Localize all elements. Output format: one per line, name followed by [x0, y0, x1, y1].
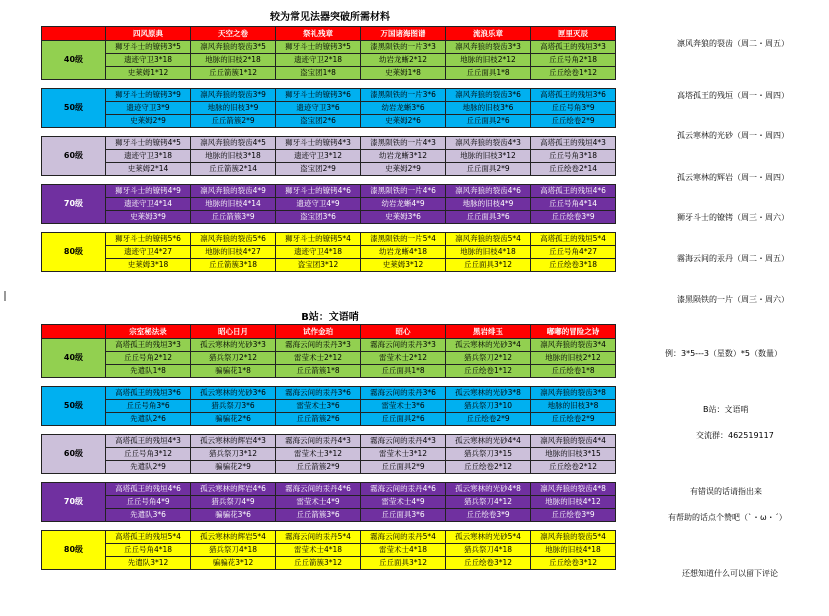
table-row: [42, 339, 616, 352]
material-cell: 地脉的旧枝3*15: [531, 448, 616, 461]
level-label: 40级: [42, 41, 106, 80]
spacer-row: [42, 80, 616, 89]
material-cell: 盗宝团1*8: [276, 67, 361, 80]
material-cell: 孤云寒林的光砂5*4: [446, 531, 531, 544]
table-row: [42, 483, 616, 496]
material-cell: 丘丘面具1*8: [446, 67, 531, 80]
material-cell: 丘丘面具2*6: [446, 115, 531, 128]
material-cell: 丘丘箭簇2*9: [191, 115, 276, 128]
top-title: 较为常见法器突破所需材料: [270, 12, 390, 23]
material-cell: 遗迹守卫3*18: [106, 150, 191, 163]
material-cell: 孤云寒林的光砂3*8: [446, 387, 531, 400]
material-cell: 高塔孤王的残垣3*3: [106, 339, 191, 352]
material-cell: 高塔孤王的残垣4*6: [106, 483, 191, 496]
spacer-row: [42, 378, 616, 387]
material-cell: 丘丘箭簇2*14: [191, 163, 276, 176]
material-cell: 猎兵祭刀3*12: [191, 448, 276, 461]
material-cell: 高塔孤王的残垣5*4: [531, 233, 616, 246]
material-cell: 丘丘绘卷1*12: [446, 365, 531, 378]
material-cell: 霧海云间的汞丹3*6: [276, 387, 361, 400]
material-cell: 地脉的旧枝4*12: [531, 496, 616, 509]
material-cell: 漆黑陨铁的一片3*3: [361, 41, 446, 54]
material-cell: 丘丘绘卷3*9: [446, 509, 531, 522]
header-blank: [42, 27, 106, 41]
material-cell: 地脉的旧枝2*12: [531, 352, 616, 365]
material-cell: 丘丘号角3*12: [106, 448, 191, 461]
table-row: [42, 233, 616, 246]
table-row: [42, 185, 616, 198]
material-table-top: [41, 26, 616, 272]
material-cell: 雷莹术士2*12: [361, 352, 446, 365]
material-cell: 狮牙斗士的镣铐3*6: [276, 89, 361, 102]
material-cell: 丘丘绘卷1*12: [531, 67, 616, 80]
material-cell: 雷莹术士3*6: [276, 400, 361, 413]
material-cell: 丘丘箭簇1*12: [191, 67, 276, 80]
table-row: [42, 115, 616, 128]
material-cell: 凛风奔狼的裂齿4*8: [531, 483, 616, 496]
side-note: 霧海云间的汞丹（周二・周五）: [677, 254, 789, 263]
weapon-header: 宗室秘法录: [106, 325, 191, 339]
material-cell: 丘丘绘卷2*14: [531, 163, 616, 176]
material-cell: 地脉的旧枝3*12: [446, 150, 531, 163]
material-cell: 丘丘绘卷2*9: [531, 115, 616, 128]
material-cell: 地脉的旧枝3*6: [446, 102, 531, 115]
material-cell: 凛风奔狼的裂齿5*4: [531, 531, 616, 544]
material-cell: 漆黑陨铁的一片4*6: [361, 185, 446, 198]
spacer-row: [42, 224, 616, 233]
table-row: [42, 461, 616, 474]
material-cell: 盗宝团3*6: [276, 211, 361, 224]
spacer-row: [42, 426, 616, 435]
material-cell: 遗迹守卫2*18: [276, 54, 361, 67]
material-cell: 霧海云间的汞丹5*4: [276, 531, 361, 544]
material-cell: 史莱姆2*6: [361, 115, 446, 128]
table-row: [42, 163, 616, 176]
material-cell: 地脉的旧枝4*18: [446, 246, 531, 259]
material-cell: 凛风奔狼的裂齿3*3: [446, 41, 531, 54]
material-cell: 丘丘绘卷1*8: [531, 365, 616, 378]
material-cell: 先遣队3*6: [106, 509, 191, 522]
material-cell: 高塔孤王的残垣3*6: [106, 387, 191, 400]
table-row: [42, 509, 616, 522]
material-cell: 狮牙斗士的镣铐5*4: [276, 233, 361, 246]
weapon-header: 试作金珀: [276, 325, 361, 339]
table-row: [42, 365, 616, 378]
material-cell: 孤云寒林的辉岩4*6: [191, 483, 276, 496]
material-cell: 遗迹守卫4*9: [276, 198, 361, 211]
material-cell: 丘丘绘卷2*9: [446, 413, 531, 426]
material-cell: 凛风奔狼的裂齿4*3: [446, 137, 531, 150]
material-cell: 漆黑陨铁的一片5*4: [361, 233, 446, 246]
table-row: [42, 557, 616, 570]
weapon-header: 四风原典: [106, 27, 191, 41]
table-row: [42, 387, 616, 400]
material-cell: 狮牙斗士的镣铐5*6: [106, 233, 191, 246]
material-cell: 史莱姆2*14: [106, 163, 191, 176]
level-label: 50级: [42, 89, 106, 128]
material-cell: 丘丘号角3*6: [106, 400, 191, 413]
material-cell: 史莱姆2*9: [106, 115, 191, 128]
material-cell: 丘丘箭簇3*18: [191, 259, 276, 272]
material-cell: 猎兵祭刀3*15: [446, 448, 531, 461]
weapon-header: 万国诸海图谱: [361, 27, 446, 41]
table-row: [42, 259, 616, 272]
level-label: 60级: [42, 435, 106, 474]
material-cell: 高塔孤王的残垣4*3: [106, 435, 191, 448]
material-cell: 霧海云间的汞丹4*6: [276, 483, 361, 496]
weapon-header: 祭礼残章: [276, 27, 361, 41]
material-cell: 孤云寒林的光砂3*4: [446, 339, 531, 352]
material-cell: 丘丘面具3*6: [446, 211, 531, 224]
table-row: [42, 150, 616, 163]
material-cell: 漆黑陨铁的一片3*6: [361, 89, 446, 102]
weapon-header: 黑岩绯玉: [446, 325, 531, 339]
material-cell: 高塔孤王的残垣4*3: [531, 137, 616, 150]
table-row: [42, 102, 616, 115]
material-cell: 雷莹术士3*12: [361, 448, 446, 461]
material-cell: 丘丘号角4*9: [106, 496, 191, 509]
material-cell: 孤云寒林的光砂4*8: [446, 483, 531, 496]
table-row: [42, 531, 616, 544]
material-cell: 高塔孤王的残垣5*4: [106, 531, 191, 544]
material-cell: 雷莹术士3*6: [361, 400, 446, 413]
weapon-header: 匣里灭辰: [531, 27, 616, 41]
material-cell: 幼岩龙蜥4*9: [361, 198, 446, 211]
material-cell: 地脉的旧枝3*8: [531, 400, 616, 413]
material-cell: 丘丘号角4*27: [531, 246, 616, 259]
header-row: [42, 325, 616, 339]
material-cell: 丘丘箭簇2*6: [276, 413, 361, 426]
header-blank: [42, 325, 106, 339]
material-cell: 丘丘箭簇1*8: [276, 365, 361, 378]
material-cell: 凛风奔狼的裂齿3*5: [191, 41, 276, 54]
material-cell: 霧海云间的汞丹4*6: [361, 483, 446, 496]
material-cell: 丘丘箭簇3*6: [276, 509, 361, 522]
level-label: 80级: [42, 233, 106, 272]
material-cell: 丘丘面具1*8: [361, 365, 446, 378]
material-cell: 骗骗花3*12: [191, 557, 276, 570]
material-cell: 史莱姆1*8: [361, 67, 446, 80]
table-row: [42, 400, 616, 413]
level-label: 80级: [42, 531, 106, 570]
material-cell: 遗迹守卫3*12: [276, 150, 361, 163]
material-cell: 凛风奔狼的裂齿3*6: [446, 89, 531, 102]
material-table-bottom: [41, 324, 616, 570]
material-cell: 幼岩龙蜥3*12: [361, 150, 446, 163]
table-row: [42, 352, 616, 365]
scroll-mark: [4, 291, 6, 301]
material-cell: 狮牙斗士的镣铐4*5: [106, 137, 191, 150]
material-cell: 猎兵祭刀2*12: [446, 352, 531, 365]
table-row: [42, 435, 616, 448]
material-cell: 盗宝团3*12: [276, 259, 361, 272]
spacer-row: [42, 522, 616, 531]
material-cell: 雷莹术士4*9: [361, 496, 446, 509]
material-cell: 丘丘绘卷2*12: [446, 461, 531, 474]
material-cell: 史莱姆1*12: [106, 67, 191, 80]
spacer-row: [42, 176, 616, 185]
material-cell: 史莱姆3*18: [106, 259, 191, 272]
table-row: [42, 41, 616, 54]
side-note: 有错误的话请指出来: [690, 487, 762, 496]
spacer-row: [42, 128, 616, 137]
material-cell: 丘丘箭簇3*12: [276, 557, 361, 570]
material-cell: 雷莹术士2*12: [276, 352, 361, 365]
material-cell: 孤云寒林的光砂3*6: [191, 387, 276, 400]
mid-title: B站：文语哨: [301, 312, 359, 323]
material-cell: 凛风奔狼的裂齿4*5: [191, 137, 276, 150]
material-cell: 雷莹术士4*18: [361, 544, 446, 557]
material-cell: 地脉的旧枝3*18: [191, 150, 276, 163]
material-cell: 幼岩龙蜥2*12: [361, 54, 446, 67]
material-cell: 地脉的旧枝2*18: [191, 54, 276, 67]
material-cell: 地脉的旧枝4*27: [191, 246, 276, 259]
table-row: [42, 89, 616, 102]
material-cell: 猎兵祭刀4*12: [446, 496, 531, 509]
material-cell: 幼岩龙蜥3*6: [361, 102, 446, 115]
material-cell: 骗骗花2*6: [191, 413, 276, 426]
table-row: [42, 246, 616, 259]
material-cell: 猎兵祭刀3*10: [446, 400, 531, 413]
material-cell: 地脉的旧枝4*18: [531, 544, 616, 557]
material-cell: 丘丘绘卷3*12: [531, 557, 616, 570]
material-cell: 丘丘绘卷3*12: [446, 557, 531, 570]
material-cell: 丘丘绘卷3*18: [531, 259, 616, 272]
material-cell: 丘丘面具3*12: [446, 259, 531, 272]
material-cell: 霧海云间的汞丹4*3: [276, 435, 361, 448]
material-cell: 漆黑陨铁的一片4*3: [361, 137, 446, 150]
material-cell: 凛风奔狼的裂齿5*6: [191, 233, 276, 246]
material-cell: 高塔孤王的残垣4*6: [531, 185, 616, 198]
material-cell: 孤云寒林的辉岩5*4: [191, 531, 276, 544]
material-cell: 遗迹守卫3*18: [106, 54, 191, 67]
material-cell: 狮牙斗士的镣铐3*9: [106, 89, 191, 102]
weapon-header: 昭心日月: [191, 325, 276, 339]
material-cell: 丘丘号角2*12: [106, 352, 191, 365]
level-label: 70级: [42, 185, 106, 224]
weapon-header: 天空之卷: [191, 27, 276, 41]
table-row: [42, 496, 616, 509]
table-row: [42, 448, 616, 461]
side-note: 狮牙斗士的镣铐（周三・周六）: [677, 213, 789, 222]
material-cell: 丘丘绘卷2*12: [531, 461, 616, 474]
material-cell: 遗迹守卫3*6: [276, 102, 361, 115]
material-cell: 史莱姆3*9: [106, 211, 191, 224]
material-cell: 猎兵祭刀4*18: [191, 544, 276, 557]
material-cell: 盗宝团2*9: [276, 163, 361, 176]
material-cell: 先遣队2*6: [106, 413, 191, 426]
material-cell: 猎兵祭刀4*18: [446, 544, 531, 557]
material-cell: 先遣队2*9: [106, 461, 191, 474]
material-cell: 凛风奔狼的裂齿4*6: [446, 185, 531, 198]
material-cell: 雷莹术士4*18: [276, 544, 361, 557]
material-cell: 狮牙斗士的镣铐3*5: [106, 41, 191, 54]
material-cell: 狮牙斗士的镣铐3*5: [276, 41, 361, 54]
material-cell: 地脉的旧枝4*14: [191, 198, 276, 211]
material-cell: 史莱姆2*9: [361, 163, 446, 176]
material-cell: 狮牙斗士的镣铐4*3: [276, 137, 361, 150]
material-cell: 丘丘面具2*9: [361, 461, 446, 474]
material-cell: 凛风奔狼的裂齿3*4: [531, 339, 616, 352]
material-cell: 丘丘箭簇3*9: [191, 211, 276, 224]
material-cell: 丘丘绘卷3*9: [531, 211, 616, 224]
material-cell: 幼岩龙蜥4*18: [361, 246, 446, 259]
level-label: 40级: [42, 339, 106, 378]
material-cell: 高塔孤王的残垣3*3: [531, 41, 616, 54]
side-note: 还想知道什么可以留下评论: [682, 569, 778, 578]
material-cell: 雷莹术士3*12: [276, 448, 361, 461]
material-cell: 凛风奔狼的裂齿3*9: [191, 89, 276, 102]
table-row: [42, 54, 616, 67]
material-cell: 霧海云间的汞丹3*6: [361, 387, 446, 400]
material-cell: 丘丘号角4*18: [106, 544, 191, 557]
side-note: 例：3*5---3（星数）*5（数量）: [665, 349, 783, 358]
material-cell: 丘丘号角4*14: [531, 198, 616, 211]
side-note: 高塔孤王的残垣（周一・周四）: [677, 91, 789, 100]
level-label: 70级: [42, 483, 106, 522]
material-cell: 孤云寒林的辉岩4*3: [191, 435, 276, 448]
side-note: 交流群：462519117: [696, 431, 774, 440]
table-row: [42, 198, 616, 211]
material-cell: 骗骗花1*8: [191, 365, 276, 378]
material-cell: 先遣队1*8: [106, 365, 191, 378]
material-cell: 丘丘面具2*6: [361, 413, 446, 426]
material-cell: 霧海云间的汞丹5*4: [361, 531, 446, 544]
material-cell: 骗骗花3*6: [191, 509, 276, 522]
table-row: [42, 67, 616, 80]
weapon-header: 昭心: [361, 325, 446, 339]
material-cell: 猎兵祭刀4*9: [191, 496, 276, 509]
material-cell: 凛风奔狼的裂齿5*4: [446, 233, 531, 246]
material-cell: 史莱姆3*12: [361, 259, 446, 272]
side-note: 有帮助的话点个赞吧（`・ω・´）: [668, 513, 787, 522]
material-cell: 地脉的旧枝3*9: [191, 102, 276, 115]
spacer-row: [42, 474, 616, 483]
side-note: 凛风奔狼的裂齿（周二・周五）: [677, 39, 789, 48]
material-cell: 雷莹术士4*9: [276, 496, 361, 509]
material-cell: 霧海云间的汞丹3*3: [276, 339, 361, 352]
side-note: 孤云寒林的辉岩（周一・周四）: [677, 173, 789, 182]
material-cell: 丘丘绘卷3*9: [531, 509, 616, 522]
material-cell: 霧海云间的汞丹4*3: [361, 435, 446, 448]
material-cell: 地脉的旧枝4*9: [446, 198, 531, 211]
side-note: 孤云寒林的光砂（周一・周四）: [677, 131, 789, 140]
material-cell: 霧海云间的汞丹3*3: [361, 339, 446, 352]
weapon-header: 嘟嘟的冒险之诗: [531, 325, 616, 339]
table-row: [42, 413, 616, 426]
material-cell: 丘丘箭簇2*9: [276, 461, 361, 474]
material-cell: 遗迹守卫4*14: [106, 198, 191, 211]
material-cell: 丘丘号角2*18: [531, 54, 616, 67]
weapon-header: 流浪乐章: [446, 27, 531, 41]
material-cell: 丘丘面具2*9: [446, 163, 531, 176]
material-cell: 丘丘绘卷2*9: [531, 413, 616, 426]
side-note: B站：文语哨: [703, 405, 749, 414]
material-cell: 狮牙斗士的镣铐4*9: [106, 185, 191, 198]
material-cell: 遗迹守卫4*27: [106, 246, 191, 259]
material-cell: 高塔孤王的残垣3*6: [531, 89, 616, 102]
material-cell: 丘丘面具3*12: [361, 557, 446, 570]
material-cell: 凛风奔狼的裂齿4*4: [531, 435, 616, 448]
side-note: 漆黑陨铁的一片（周三・周六）: [677, 295, 789, 304]
material-cell: 狮牙斗士的镣铐4*6: [276, 185, 361, 198]
material-cell: 骗骗花2*9: [191, 461, 276, 474]
table-row: [42, 544, 616, 557]
material-cell: 遗迹守卫4*18: [276, 246, 361, 259]
material-cell: 猎兵祭刀3*6: [191, 400, 276, 413]
material-cell: 丘丘号角3*18: [531, 150, 616, 163]
material-cell: 地脉的旧枝2*12: [446, 54, 531, 67]
table-row: [42, 137, 616, 150]
table-row: [42, 211, 616, 224]
level-label: 50级: [42, 387, 106, 426]
material-cell: 猎兵祭刀2*12: [191, 352, 276, 365]
material-cell: 孤云寒林的光砂4*4: [446, 435, 531, 448]
material-cell: 史莱姆3*6: [361, 211, 446, 224]
material-cell: 凛风奔狼的裂齿3*8: [531, 387, 616, 400]
material-cell: 遗迹守卫3*9: [106, 102, 191, 115]
header-row: [42, 27, 616, 41]
material-cell: 先遣队3*12: [106, 557, 191, 570]
level-label: 60级: [42, 137, 106, 176]
material-cell: 凛风奔狼的裂齿4*9: [191, 185, 276, 198]
material-cell: 盗宝团2*6: [276, 115, 361, 128]
material-cell: 丘丘号角3*9: [531, 102, 616, 115]
material-cell: 丘丘面具3*6: [361, 509, 446, 522]
material-cell: 孤云寒林的光砂3*3: [191, 339, 276, 352]
